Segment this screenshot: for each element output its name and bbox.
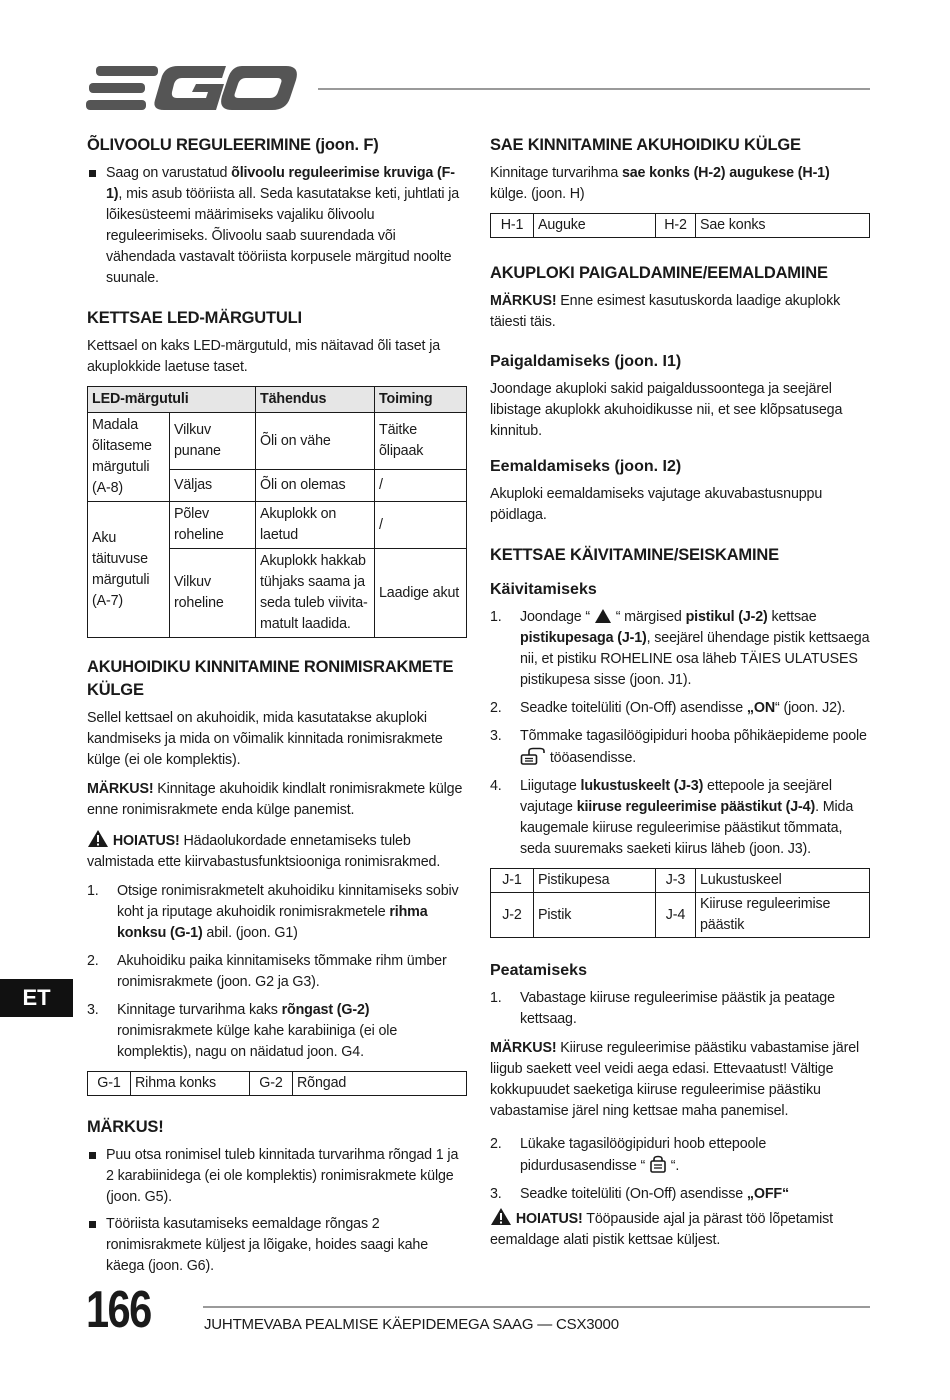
start-title: Käivitamiseks <box>490 581 597 598</box>
stop-warning: HOIATUS! Tööpauside ajal ja pärast töö lõpetamist eemaldage alati pistik kettsae küljest. <box>490 1207 870 1251</box>
battery-title: AKUPLOKI PAIGALDAMINE/EEMALDAMINE <box>490 264 828 282</box>
table-row: G-1 Rihma konks G-2 Rõngad <box>88 1072 467 1096</box>
led-title: KETTSAE LED-MÄRGUTULI <box>87 309 302 327</box>
stop-note: MÄRKUS! Kiiruse reguleerimise päästiku vabastamise järel liigub saekett veel veidi aega edasi. Ettevaatust! Vältige kokkupuudet saeketiga kiiruse reguleerimise päästiku vabastamise järel ning kettsae maha panemisel. <box>490 1040 860 1119</box>
list-item: 3. Seadke toitelüliti (On-Off) asendisse „OFF“ <box>490 1186 790 1202</box>
remove-text: Akuploki eemaldamiseks vajutage akuvabastusnuppu pöidlaga. <box>490 486 823 523</box>
table-row: Vilkuv roheline Akuplokk hakkab tühjaks saama ja seda tuleb viivita-matult laadida. Laadige akut <box>88 549 467 638</box>
stop-steps-1 <box>490 988 870 1030</box>
list-item: 1. Vabastage kiiruse reguleerimise päästik ja peatage kettsaag. <box>490 990 835 1027</box>
list-item: 3. Tõmmake tagasilöögipiduri hooba põhikäepideme poole tööasendisse. <box>490 728 867 766</box>
holder-steps <box>87 881 467 1063</box>
warning-icon <box>87 829 109 848</box>
holder-title: AKUHOIDIKU KINNITAMINE RONIMISRAKMETE KÜLGE <box>87 658 454 699</box>
table-row: Väljas Õli on olemas / <box>88 470 467 502</box>
left-column <box>87 134 467 1295</box>
footer-rule <box>203 1306 870 1308</box>
table-row: Madala õlitaseme märgutuli (A-8) Vilkuv punane Õli on vähe Täitke õlipaak <box>88 413 467 470</box>
list-item: 2. Lükake tagasilöögipiduri hoob ettepoole pidurdusasendisse “ “. <box>490 1136 767 1174</box>
install-text: Joondage akuploki sakid paigaldussoontega ja seejärel libistage akuplokk akuhoidikusse nii, et see klõpsatusega kinnitub. <box>490 381 843 439</box>
saw-hook-section <box>490 134 870 238</box>
saw-hook-text: Kinnitage turvarihma sae konks (H-2) augukese (H-1) külge. (joon. H) <box>490 165 830 202</box>
start-stop-title: KETTSAE KÄIVITAMINE/SEISKAMINE <box>490 546 779 564</box>
triangle-mark-icon <box>594 608 612 624</box>
unlocked-brake-icon <box>520 747 546 765</box>
holder-intro: Sellel kettsael on akuhoidik, mida kasutatakse akuploki kandmiseks ja mida on võimalik kinnitada ronimisrakmete külge (ei ole komplektis). <box>87 710 443 768</box>
language-tab: ET <box>0 979 73 1017</box>
led-section <box>87 307 467 638</box>
list-item: 2. Seadke toitelüliti (On-Off) asendisse „ON“ (joon. J2). <box>490 700 846 716</box>
ego-logo <box>86 62 298 114</box>
footer-title: JUHTMEVABA PEALMISE KÄEPIDEMEGA SAAG — CSX3000 <box>204 1316 619 1333</box>
header-rule <box>318 88 870 90</box>
list-item: 1. Joondage “ “ märgised pistikul (J-2) kettsae pistikupesaga (J-1), seejärel ühendage pistik kettsaega nii, et pistiku ROHELINE osa läheb TÄIES ULATUSES pistikupesa sisse (joon. J1). <box>490 609 870 688</box>
holder-note2-list <box>87 1145 467 1277</box>
holder-section <box>87 656 467 1277</box>
stop-steps-2 <box>490 1134 870 1205</box>
table-row: H-1 Auguke H-2 Sae konks <box>491 214 870 238</box>
list-item: 4. Liigutage lukustuskeelt (J-3) ettepoole ja seejärel vajutage kiiruse reguleerimise päästikut (J-4). Mida kaugemale kiiruse reguleerimise päästikut tõmmata, seda suuremaks saeketi kiirus läheb (joon. J3). <box>490 778 854 857</box>
saw-hook-ref-table <box>490 213 870 238</box>
warning-icon <box>490 1207 512 1226</box>
stop-title: Peatamiseks <box>490 962 587 979</box>
list-item: Puu otsa ronimisel tuleb kinnitada turvarihma rõngad 1 ja 2 karabiinidega (ei ole komplektis) ronimisrakmete külge (joon. G5). <box>87 1145 467 1208</box>
holder-note2-title: MÄRKUS! <box>87 1118 164 1136</box>
oil-list <box>87 163 467 289</box>
list-item: 2. Akuhoidiku paika kinnitamiseks tõmmake rihm ümber ronimisrakmete (joon. G2 ja G3). <box>87 953 447 990</box>
led-table <box>87 386 467 638</box>
holder-ref-table <box>87 1071 467 1096</box>
battery-section <box>490 262 870 526</box>
locked-brake-icon <box>649 1155 667 1173</box>
saw-hook-title: SAE KINNITAMINE AKUHOIDIKU KÜLGE <box>490 136 801 154</box>
table-row: J-1 Pistikupesa J-3 Lukustuskeel <box>491 869 870 893</box>
led-intro: Kettsael on kaks LED-märgutuld, mis näitavad õli taset ja akuplokkide laetuse taset. <box>87 338 441 375</box>
start-steps <box>490 607 870 860</box>
oil-section <box>87 134 467 289</box>
start-ref-table <box>490 868 870 938</box>
install-title: Paigaldamiseks (joon. I1) <box>490 353 682 370</box>
table-row: Aku täituvuse märgutuli (A-7) Põlev roheline Akuplokk on laetud / <box>88 502 467 549</box>
start-stop-section <box>490 544 870 1251</box>
list-item: Tööriista kasutamiseks eemaldage rõngas 2 ronimisrakmete küljest ja lõigake, hoides saagi kahe käega (joon. G6). <box>87 1214 467 1277</box>
page-number: 166 <box>86 1281 151 1339</box>
holder-note: MÄRKUS! Kinnitage akuhoidik kindlalt ronimisrakmete külge enne ronimisrakmete enda külge panemist. <box>87 781 463 818</box>
list-item: 1. Otsige ronimisrakmetelt akuhoidiku kinnitamiseks sobiv koht ja riputage akuhoidik ronimisrakmetele rihma konksu (G-1) abil. (joon. G1) <box>87 883 459 941</box>
remove-title: Eemaldamiseks (joon. I2) <box>490 458 682 475</box>
list-item: Saag on varustatud õlivoolu reguleerimise kruviga (F-1), mis asub tööriista all. Seda kasutatakse keti, juhtlati ja lõikesüsteemi määrimiseks vajaliku õlivoolu reguleerimiseks. Õlivoolu saab suurendada või vähendada vastavalt tööriista korpusele märgitud noolte suunale. <box>87 163 467 289</box>
holder-warning: HOIATUS! Hädaolukordade ennetamiseks tuleb valmistada ette kiirvabastusfunktsiooniga ronimisrakmed. <box>87 829 467 873</box>
table-row: LED-märgutuli Tähendus Toiming <box>88 387 467 413</box>
battery-note: MÄRKUS! Enne esimest kasutuskorda laadige akuplokk täiesti täis. <box>490 293 841 330</box>
table-row: J-2 Pistik J-4 Kiiruse reguleerimise päästik <box>491 893 870 938</box>
list-item: 3. Kinnitage turvarihma kaks rõngast (G-2) ronimisrakmete külge kahe karabiiniga (ei ole komplektis), nagu on näidatud joon. G4. <box>87 1002 398 1060</box>
right-column <box>490 134 870 1269</box>
oil-title: ÕLIVOOLU REGULEERIMINE (joon. F) <box>87 136 379 154</box>
